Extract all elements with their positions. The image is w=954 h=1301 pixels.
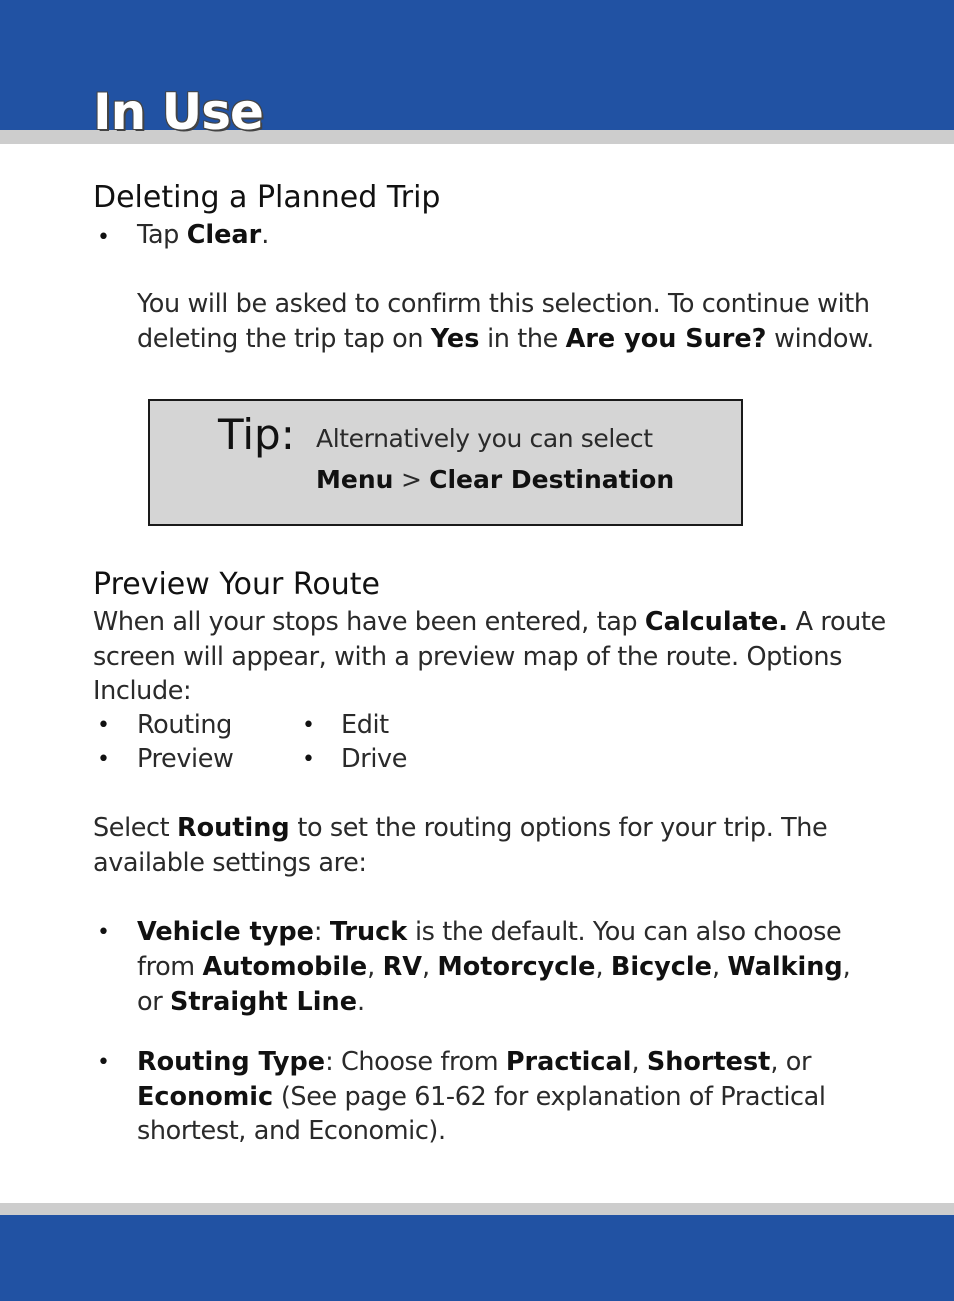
clear-term: Clear [186,220,262,250]
confirm-text-line2: deleting the trip tap on Yes in the Are you Sure? window. [137,324,874,354]
bullet-icon: • [97,225,110,250]
routing-type-line1: Routing Type: Choose from Practical, Shortest, or [137,1047,812,1077]
tip-text-line1: Alternatively you can select [316,424,653,453]
tip-clear-destination-term: Clear Destination [429,465,675,494]
select-routing-line1: Select Routing to set the routing options for your trip. The [93,813,828,843]
bullet-tap-clear: Tap Clear. [137,220,269,250]
vehicle-type-line2: from Automobile, RV, Motorcycle, Bicycle, Walking, [137,952,851,982]
bullet-icon: • [97,920,110,945]
preview-text-line3: Include: [93,676,192,706]
routing-term: Routing [176,813,290,843]
confirm-text-line1: You will be asked to confirm this selection. To continue with [137,289,870,319]
tip-text-line2: Menu > Clear Destination [316,465,675,494]
bullet-icon: • [97,1050,110,1075]
preview-text-line2: screen will appear, with a preview map of the route. Options [93,642,843,672]
vehicle-type-line3: or Straight Line. [137,987,365,1017]
vehicle-type-line1: Vehicle type: Truck is the default. You can also choose [137,917,842,947]
section-heading-deleting: Deleting a Planned Trip [93,180,441,215]
footer-band [0,1215,954,1301]
tip-menu-term: Menu [316,465,394,494]
option-edit: Edit [341,710,389,740]
option-drive: Drive [341,744,407,774]
bullet-icon: • [97,747,110,772]
section-heading-preview: Preview Your Route [93,567,380,602]
tip-label: Tip: [218,410,295,459]
bullet-icon: • [97,713,110,738]
bullet-icon: • [302,747,315,772]
select-routing-line2: available settings are: [93,848,367,878]
bullet-icon: • [302,713,315,738]
option-routing: Routing [137,710,232,740]
routing-type-line3: shortest, and Economic). [137,1116,446,1146]
footer-stripe [0,1203,954,1215]
preview-text-line1: When all your stops have been entered, tap Calculate. A route [93,607,886,637]
option-preview: Preview [137,744,234,774]
routing-type-line2: Economic (See page 61-62 for explanation of Practical [137,1082,826,1112]
calculate-term: Calculate. [644,607,788,637]
page-title: In Use [93,83,263,141]
